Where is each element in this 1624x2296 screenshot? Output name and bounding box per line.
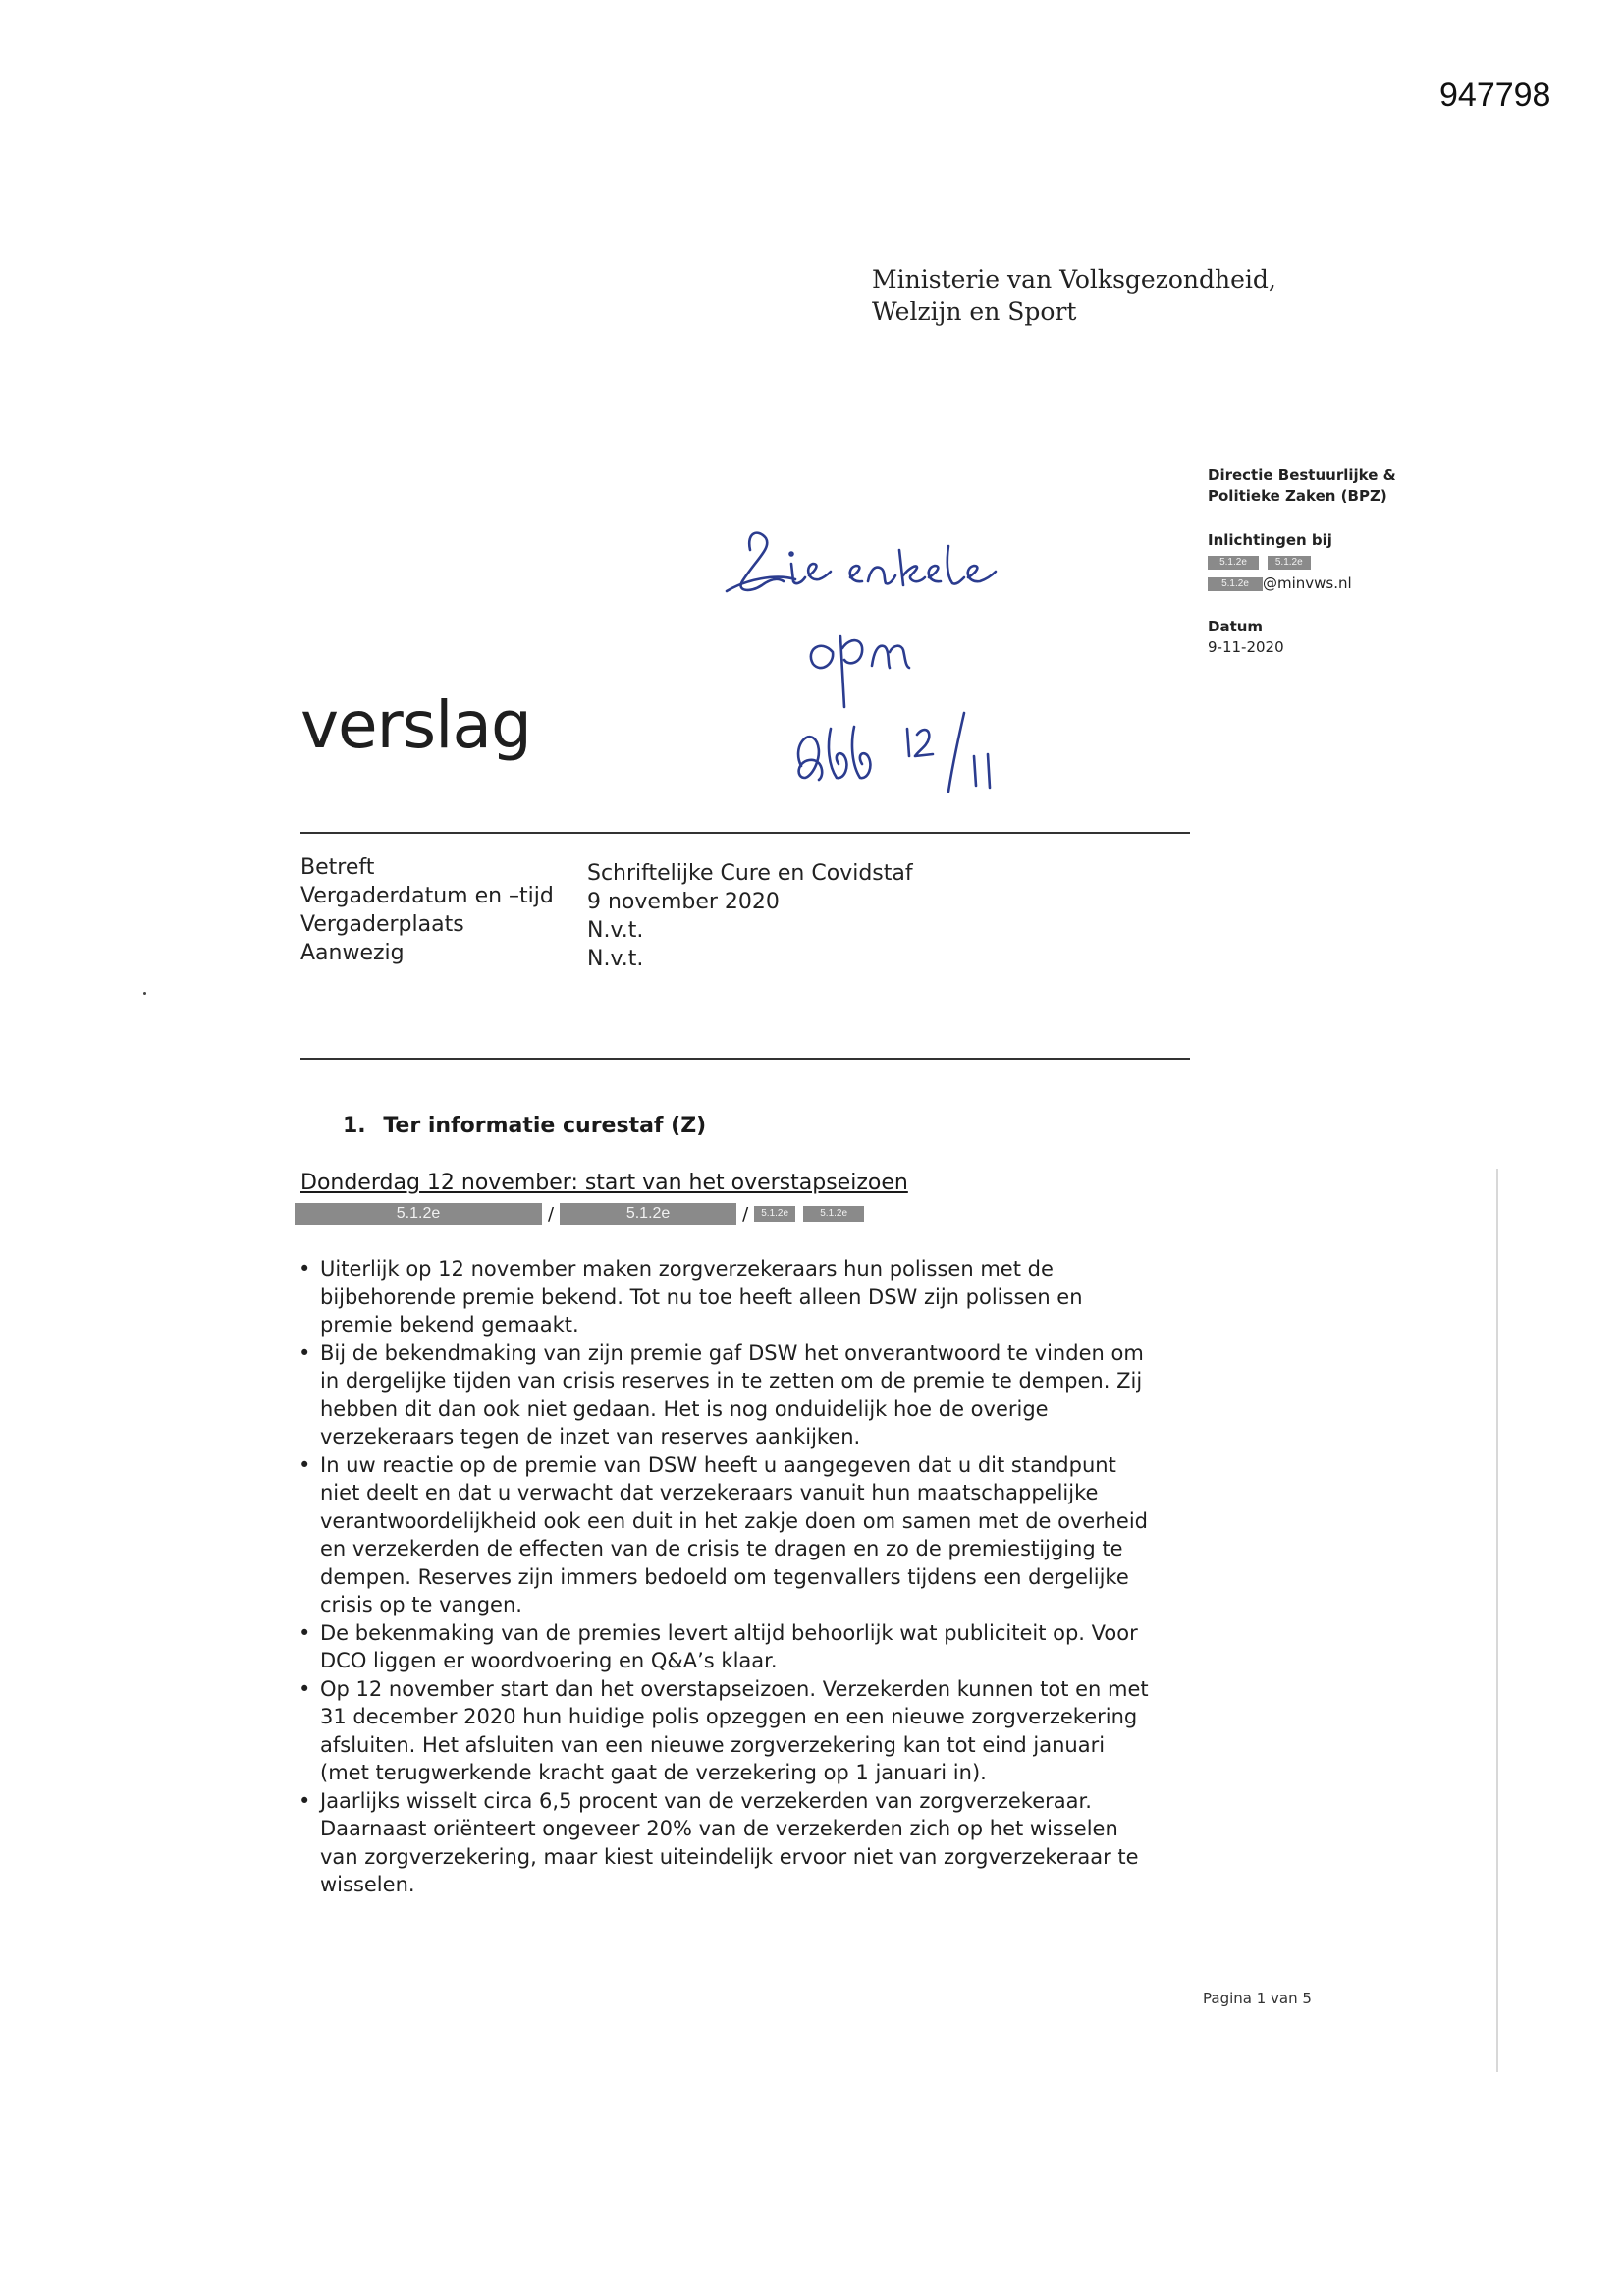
meta-value-meeting-place: N.v.t. bbox=[587, 918, 644, 943]
bullet-item bbox=[298, 1787, 1212, 1899]
meta-label-meeting-place: Vergaderplaats bbox=[300, 912, 464, 937]
bullet-line: in dergelijke tijden van crisis reserves in te zetten om de premie te dempen. Zij bbox=[320, 1369, 1143, 1393]
header-divider bbox=[300, 832, 1190, 834]
bullet-line: crisis op te vangen. bbox=[320, 1593, 522, 1616]
bullet-line: niet deelt en dat u verwacht dat verzekeraars vanuit hun maatschappelijke bbox=[320, 1481, 1099, 1504]
bullet-line: dempen. Reserves zijn immers bedoeld om tegenvallers tijdens een dergelijke bbox=[320, 1564, 1129, 1589]
bullet-item bbox=[298, 1619, 1212, 1675]
document-number: 947798 bbox=[1439, 77, 1551, 114]
section-heading bbox=[343, 1114, 706, 1138]
redaction-block: 5.1.2e bbox=[1268, 556, 1311, 570]
meta-value-subject: Schriftelijke Cure en Covidstaf bbox=[587, 861, 913, 886]
department-block bbox=[1208, 465, 1396, 507]
bullet-line: DCO liggen er woordvoering en Q&A’s klaar. bbox=[320, 1649, 778, 1672]
bullet-line: verzekeraars tegen de inzet van reserves aankijken. bbox=[320, 1425, 861, 1449]
scan-speck bbox=[143, 992, 146, 995]
redaction-separator: / bbox=[742, 1203, 749, 1225]
ministry-header bbox=[872, 263, 1276, 328]
meta-value-attendees: N.v.t. bbox=[587, 947, 644, 971]
contact-email-domain: @minvws.nl bbox=[1263, 574, 1352, 592]
redaction-block: 5.1.2e bbox=[1208, 577, 1263, 591]
bullet-item bbox=[298, 1675, 1212, 1787]
bullet-line: wisselen. bbox=[320, 1873, 415, 1896]
redaction-separator: / bbox=[548, 1203, 555, 1225]
bullet-line: • Jaarlijks wisselt circa 6,5 procent van de verzekerden van zorgverzekeraar. bbox=[320, 1788, 1092, 1813]
ministry-line-2: Welzijn en Sport bbox=[872, 298, 1077, 326]
document-type-title: verslag bbox=[300, 687, 531, 763]
bullet-line: hebben dit dan ook niet gedaan. Het is nog onduidelijk hoe de overige bbox=[320, 1396, 1049, 1421]
redaction-block: 5.1.2e bbox=[803, 1206, 864, 1222]
bullet-line: 31 december 2020 hun huidige polis opzeggen en een nieuwe zorgverzekering bbox=[320, 1705, 1138, 1728]
contact-block bbox=[1208, 530, 1352, 594]
bullet-line: afsluiten. Het afsluiten van een nieuwe zorgverzekering kan tot eind januari bbox=[320, 1732, 1106, 1757]
bullet-line: en verzekerden de effecten van de crisis te dragen en zo de premiestijging te bbox=[320, 1537, 1123, 1560]
date-label: Datum bbox=[1208, 618, 1264, 635]
ministry-line-1: Ministerie van Volksgezondheid, bbox=[872, 265, 1276, 294]
bullet-line: verantwoordelijkheid ook een duit in het zakje doen om samen met de overheid bbox=[320, 1508, 1148, 1533]
bullet-line: • De bekenmaking van de premies levert altijd behoorlijk wat publiciteit op. Voor bbox=[320, 1620, 1138, 1645]
bullet-item bbox=[298, 1255, 1212, 1339]
bullet-item bbox=[298, 1451, 1212, 1619]
bullet-line: van zorgverzekering, maar kiest uiteindelijk ervoor niet van zorgverzekeraar te bbox=[320, 1844, 1139, 1869]
scan-edge-line bbox=[1496, 1169, 1498, 2072]
contact-label: Inlichtingen bij bbox=[1208, 531, 1332, 549]
department-line-2: Politieke Zaken (BPZ) bbox=[1208, 487, 1387, 505]
page-number: Pagina 1 van 5 bbox=[1203, 1990, 1312, 2007]
meta-divider bbox=[300, 1058, 1190, 1060]
section-subheading: Donderdag 12 november: start van het overstapseizoen bbox=[300, 1171, 908, 1195]
redaction-block: 5.1.2e bbox=[1208, 556, 1259, 570]
section-title: Ter informatie curestaf (Z) bbox=[383, 1114, 707, 1138]
meta-label-attendees: Aanwezig bbox=[300, 941, 405, 965]
department-line-1: Directie Bestuurlijke & bbox=[1208, 466, 1396, 484]
bullet-line: • Bij de bekendmaking van zijn premie gaf DSW het onverantwoord te vinden om bbox=[320, 1340, 1144, 1365]
bullet-line: bijbehorende premie bekend. Tot nu toe heeft alleen DSW zijn polissen en bbox=[320, 1285, 1083, 1309]
date-value: 9-11-2020 bbox=[1208, 638, 1284, 656]
redaction-row bbox=[295, 1203, 864, 1225]
bullet-line: • Op 12 november start dan het overstapseizoen. Verzekerden kunnen tot en met bbox=[320, 1676, 1149, 1701]
bullet-line: Daarnaast oriënteert ongeveer 20% van de verzekerden zich op het wisselen bbox=[320, 1817, 1118, 1840]
bullet-list bbox=[298, 1255, 1212, 1899]
bullet-line: • In uw reactie op de premie van DSW heeft u aangegeven dat u dit standpunt bbox=[320, 1452, 1116, 1477]
redaction-block: 5.1.2e bbox=[295, 1203, 542, 1225]
bullet-line: • Uiterlijk op 12 november maken zorgverzekeraars hun polissen met de bbox=[320, 1257, 1054, 1281]
date-block bbox=[1208, 617, 1284, 658]
section-number: 1. bbox=[343, 1114, 366, 1138]
handwritten-annotation bbox=[707, 520, 1100, 815]
meta-value-meeting-date: 9 november 2020 bbox=[587, 890, 780, 914]
redaction-block: 5.1.2e bbox=[560, 1203, 736, 1225]
bullet-line: (met terugwerkende kracht gaat de verzekering op 1 januari in). bbox=[320, 1761, 987, 1784]
meta-label-meeting-date: Vergaderdatum en –tijd bbox=[300, 884, 554, 908]
redaction-block: 5.1.2e bbox=[754, 1206, 795, 1222]
meta-label-subject: Betreft bbox=[300, 855, 375, 880]
bullet-item bbox=[298, 1339, 1212, 1451]
bullet-line: premie bekend gemaakt. bbox=[320, 1313, 579, 1337]
